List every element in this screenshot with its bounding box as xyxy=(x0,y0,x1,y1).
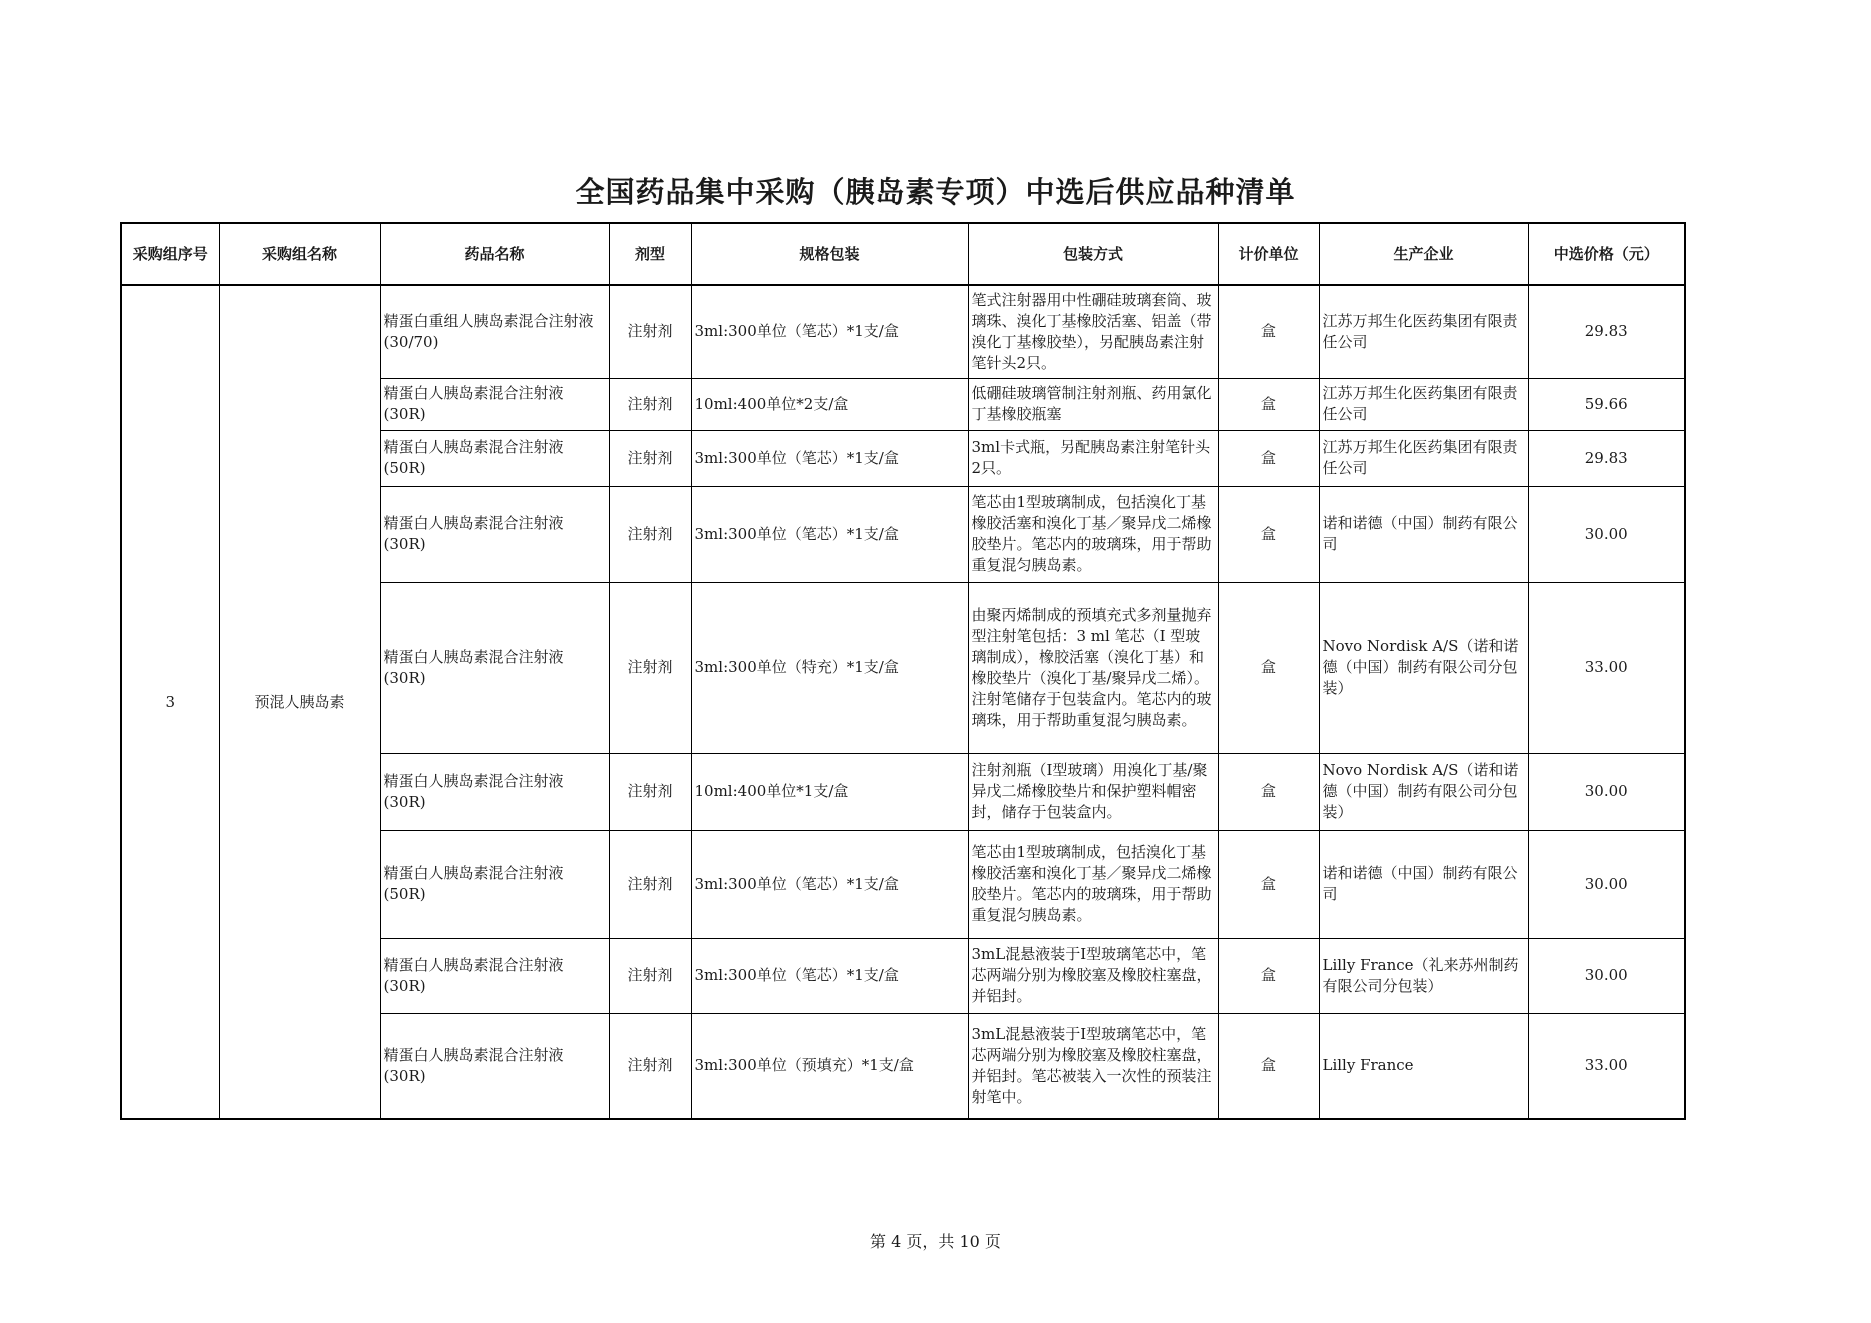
drug-name-cell: 精蛋白人胰岛素混合注射液(30R) xyxy=(380,582,609,753)
packaging-cell: 笔芯由1型玻璃制成，包括溴化丁基橡胶活塞和溴化丁基／聚异戊二烯橡胶垫片。笔芯内的玻璃珠，用于帮助重复混匀胰岛素。 xyxy=(968,830,1218,938)
packaging-cell: 3mL混悬液装于Ⅰ型玻璃笔芯中，笔芯两端分别为橡胶塞及橡胶柱塞盘，并铝封。 xyxy=(968,938,1218,1013)
spec-cell: 10ml:400单位*2支/盒 xyxy=(691,378,968,430)
packaging-cell: 笔式注射器用中性硼硅玻璃套筒、玻璃珠、溴化丁基橡胶活塞、铝盖（带溴化丁基橡胶垫），另配胰岛素注射笔针头2只。 xyxy=(968,285,1218,378)
spec-cell: 3ml:300单位（笔芯）*1支/盒 xyxy=(691,486,968,582)
packaging-cell: 笔芯由1型玻璃制成，包括溴化丁基橡胶活塞和溴化丁基／聚异戊二烯橡胶垫片。笔芯内的玻璃珠，用于帮助重复混匀胰岛素。 xyxy=(968,486,1218,582)
manufacturer-cell: 诺和诺德（中国）制药有限公司 xyxy=(1319,486,1528,582)
manufacturer-cell: 江苏万邦生化医药集团有限责任公司 xyxy=(1319,285,1528,378)
price-cell: 30.00 xyxy=(1528,486,1685,582)
drug-name-cell: 精蛋白人胰岛素混合注射液(30R) xyxy=(380,486,609,582)
unit-cell: 盒 xyxy=(1218,1013,1319,1119)
dosage-form-cell: 注射剂 xyxy=(609,938,691,1013)
dosage-form-cell: 注射剂 xyxy=(609,1013,691,1119)
drug-name-cell: 精蛋白重组人胰岛素混合注射液(30/70) xyxy=(380,285,609,378)
packaging-cell: 由聚丙烯制成的预填充式多剂量抛弃型注射笔包括：3 ml 笔芯（I 型玻璃制成），橡胶活塞（溴化丁基）和橡胶垫片（溴化丁基/聚异戊二烯）。注射笔储存于包装盒内。笔芯内的玻璃珠，用于帮助重复混匀胰岛素。 xyxy=(968,582,1218,753)
col-header-drug-name: 药品名称 xyxy=(380,223,609,285)
unit-cell: 盒 xyxy=(1218,830,1319,938)
manufacturer-cell: 诺和诺德（中国）制药有限公司 xyxy=(1319,830,1528,938)
col-header-price: 中选价格（元） xyxy=(1528,223,1685,285)
manufacturer-cell: 江苏万邦生化医药集团有限责任公司 xyxy=(1319,430,1528,486)
spec-cell: 10ml:400单位*1支/盒 xyxy=(691,753,968,830)
dosage-form-cell: 注射剂 xyxy=(609,830,691,938)
unit-cell: 盒 xyxy=(1218,285,1319,378)
dosage-form-cell: 注射剂 xyxy=(609,285,691,378)
group-name-cell: 预混人胰岛素 xyxy=(219,285,380,1119)
manufacturer-cell: Novo Nordisk A/S（诺和诺德（中国）制药有限公司分包装） xyxy=(1319,753,1528,830)
manufacturer-cell: 江苏万邦生化医药集团有限责任公司 xyxy=(1319,378,1528,430)
price-cell: 29.83 xyxy=(1528,285,1685,378)
unit-cell: 盒 xyxy=(1218,430,1319,486)
price-cell: 29.83 xyxy=(1528,430,1685,486)
price-cell: 59.66 xyxy=(1528,378,1685,430)
drug-name-cell: 精蛋白人胰岛素混合注射液(30R) xyxy=(380,378,609,430)
packaging-cell: 低硼硅玻璃管制注射剂瓶、药用氯化丁基橡胶瓶塞 xyxy=(968,378,1218,430)
manufacturer-cell: Novo Nordisk A/S（诺和诺德（中国）制药有限公司分包装） xyxy=(1319,582,1528,753)
dosage-form-cell: 注射剂 xyxy=(609,430,691,486)
table-row xyxy=(121,285,1685,378)
drug-name-cell: 精蛋白人胰岛素混合注射液(30R) xyxy=(380,1013,609,1119)
col-header-spec: 规格包装 xyxy=(691,223,968,285)
group-number-cell: 3 xyxy=(121,285,219,1119)
spec-cell: 3ml:300单位（笔芯）*1支/盒 xyxy=(691,938,968,1013)
document-title: 全国药品集中采购（胰岛素专项）中选后供应品种清单 xyxy=(575,175,1296,209)
col-header-group-number: 采购组序号 xyxy=(121,223,219,285)
dosage-form-cell: 注射剂 xyxy=(609,753,691,830)
spec-cell: 3ml:300单位（笔芯）*1支/盒 xyxy=(691,430,968,486)
col-header-unit: 计价单位 xyxy=(1218,223,1319,285)
header-row xyxy=(121,223,1685,285)
page-number: 第 4 页，共 10 页 xyxy=(870,1232,1001,1251)
packaging-cell: 注射剂瓶（I型玻璃）用溴化丁基/聚异戊二烯橡胶垫片和保护塑料帽密封，储存于包装盒内。 xyxy=(968,753,1218,830)
unit-cell: 盒 xyxy=(1218,753,1319,830)
drug-name-cell: 精蛋白人胰岛素混合注射液(50R) xyxy=(380,430,609,486)
unit-cell: 盒 xyxy=(1218,486,1319,582)
manufacturer-cell: Lilly France（礼来苏州制药有限公司分包装） xyxy=(1319,938,1528,1013)
unit-cell: 盒 xyxy=(1218,938,1319,1013)
manufacturer-cell: Lilly France xyxy=(1319,1013,1528,1119)
procurement-table xyxy=(120,222,1686,1120)
drug-name-cell: 精蛋白人胰岛素混合注射液(30R) xyxy=(380,753,609,830)
drug-name-cell: 精蛋白人胰岛素混合注射液(50R) xyxy=(380,830,609,938)
packaging-cell: 3mL混悬液装于Ⅰ型玻璃笔芯中，笔芯两端分别为橡胶塞及橡胶柱塞盘， 并铝封。笔芯被装入一次性的预装注射笔中。 xyxy=(968,1013,1218,1119)
price-cell: 33.00 xyxy=(1528,1013,1685,1119)
drug-name-cell: 精蛋白人胰岛素混合注射液(30R) xyxy=(380,938,609,1013)
col-header-packaging: 包装方式 xyxy=(968,223,1218,285)
price-cell: 30.00 xyxy=(1528,753,1685,830)
spec-cell: 3ml:300单位（笔芯）*1支/盒 xyxy=(691,285,968,378)
price-cell: 33.00 xyxy=(1528,582,1685,753)
unit-cell: 盒 xyxy=(1218,378,1319,430)
price-cell: 30.00 xyxy=(1528,830,1685,938)
spec-cell: 3ml:300单位（笔芯）*1支/盒 xyxy=(691,830,968,938)
unit-cell: 盒 xyxy=(1218,582,1319,753)
dosage-form-cell: 注射剂 xyxy=(609,486,691,582)
spec-cell: 3ml:300单位（预填充）*1支/盒 xyxy=(691,1013,968,1119)
dosage-form-cell: 注射剂 xyxy=(609,378,691,430)
col-header-group-name: 采购组名称 xyxy=(219,223,380,285)
packaging-cell: 3ml卡式瓶，另配胰岛素注射笔针头2只。 xyxy=(968,430,1218,486)
col-header-dosage-form: 剂型 xyxy=(609,223,691,285)
price-cell: 30.00 xyxy=(1528,938,1685,1013)
col-header-manufacturer: 生产企业 xyxy=(1319,223,1528,285)
dosage-form-cell: 注射剂 xyxy=(609,582,691,753)
spec-cell: 3ml:300单位（特充）*1支/盒 xyxy=(691,582,968,753)
